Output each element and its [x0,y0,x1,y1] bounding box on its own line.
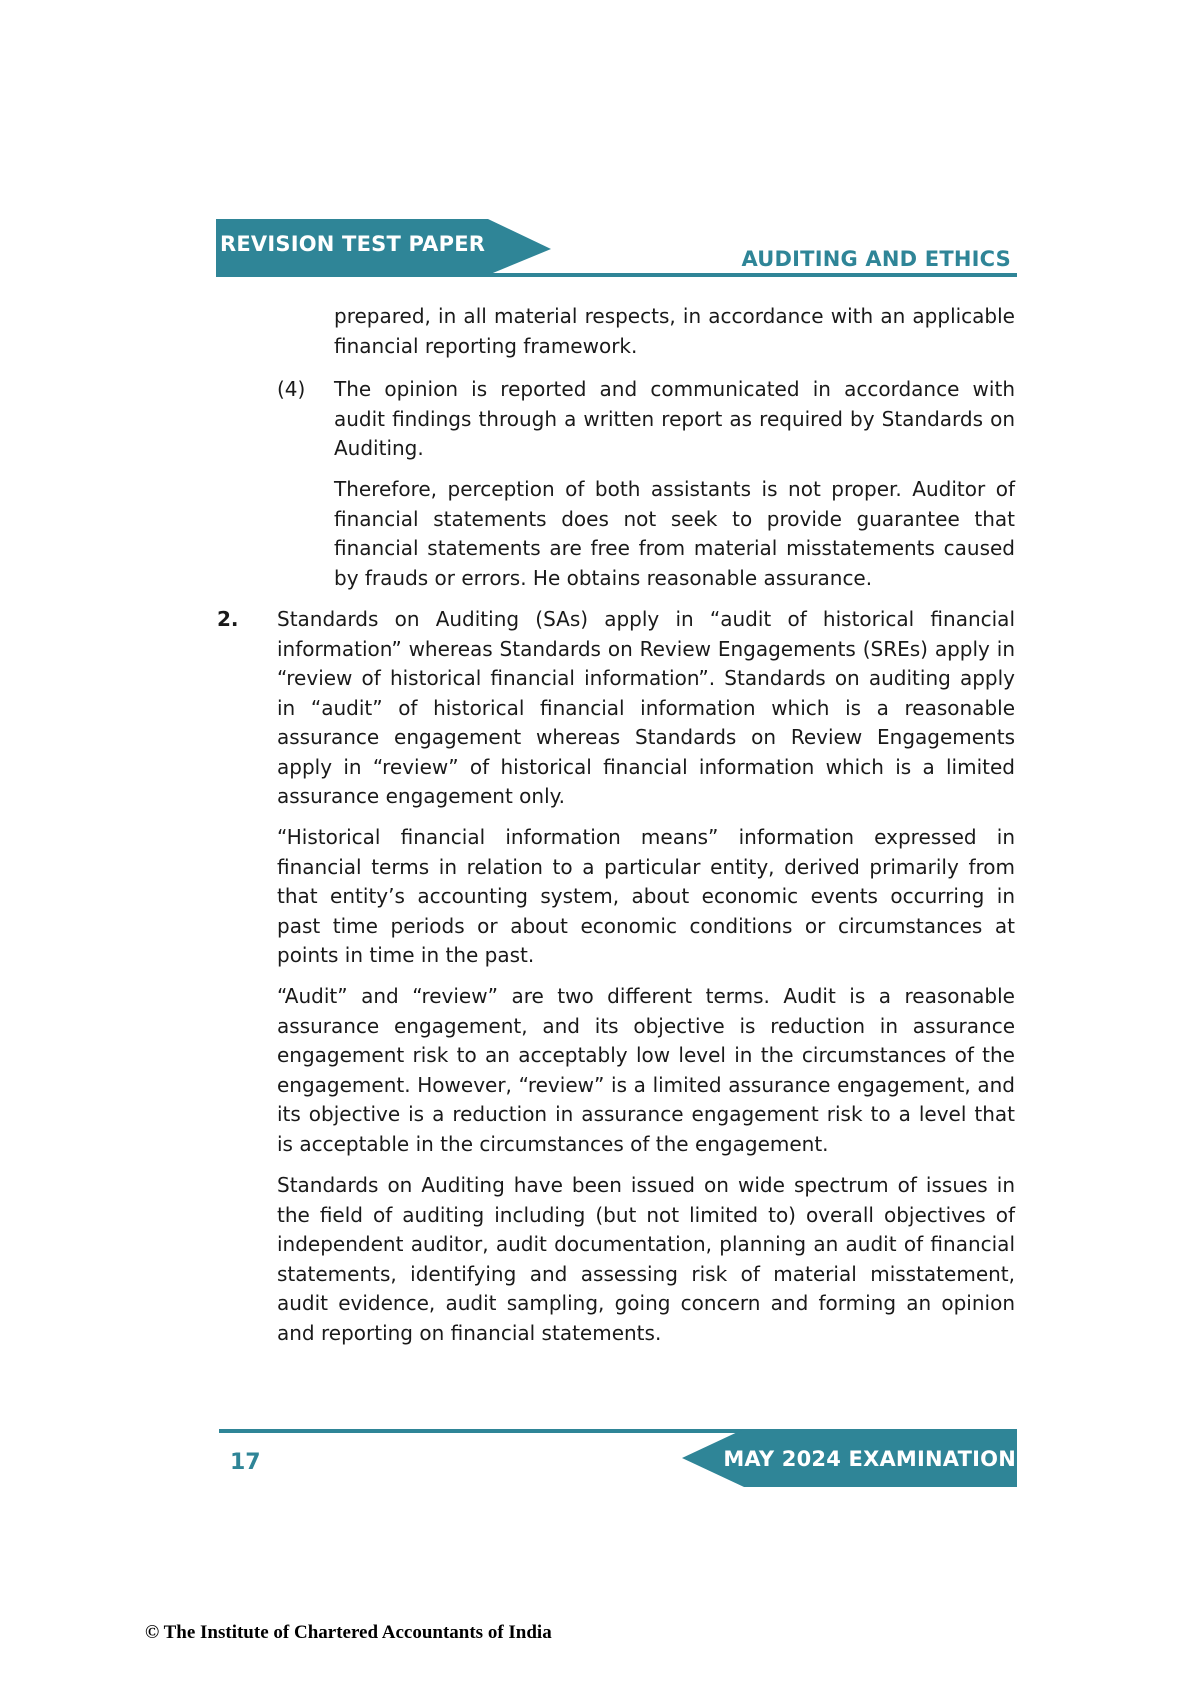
header-right-title: AUDITING AND ETHICS [741,247,1011,271]
page-number: 17 [230,1450,261,1475]
item-4-paragraph: The opinion is reported and communicated in accordance with audit findings through a written report as required by Standards on Auditing. [334,377,1015,460]
question-2-paragraph-4: Standards on Auditing have been issued on wide spectrum of issues in the field of auditing including (but not limited to) overall objectives of independent auditor, audit documentation, planning an audit of financial statements, identifying and assessing risk of material misstatement, audit evidence, audit sampling, going concern and forming an opinion and reporting on financial statements. [277,1173,1015,1345]
item-4-label: (4) [277,377,306,401]
therefore-paragraph: Therefore, perception of both assistants is not proper. Auditor of financial statements does not seek to provide guarantee that financial statements are free from material misstatements caused by frauds or errors. He obtains reasonable assurance. [334,477,1015,590]
question-2-number: 2. [217,607,239,631]
continuation-paragraph: prepared, in all material respects, in accordance with an applicable financial reporting framework. [334,304,1015,358]
question-2-paragraph-2: “Historical financial information means” information expressed in financial terms in relation to a particular entity, derived primarily from that entity’s accounting system, about economic events occurring in past time periods or about economic conditions or circumstances at points in time in the past. [277,825,1015,967]
header-divider [216,273,1017,277]
header-left-title: REVISION TEST PAPER [220,232,486,256]
exam-label: MAY 2024 EXAMINATION [723,1447,1016,1471]
question-2-paragraph-3: “Audit” and “review” are two different terms. Audit is a reasonable assurance engagement, and its objective is reduction in assurance engagement risk to an acceptably low level in the circumstances of the engagement. However, “review” is a limited assurance engagement, and its objective is a reduction in assurance engagement risk to a level that is acceptable in the circumstances of the engagement. [277,984,1015,1156]
question-2-paragraph-1: Standards on Auditing (SAs) apply in “audit of historical financial information” whereas Standards on Review Engagements (SREs) apply in “review of historical financial information”. Standards on auditing apply in “audit” of historical financial information which is a reasonable assurance engagement whereas Standards on Review Engagements apply in “review” of historical financial information which is a limited assurance engagement only. [277,607,1015,808]
copyright-notice: © The Institute of Chartered Accountants of India [145,1622,552,1643]
